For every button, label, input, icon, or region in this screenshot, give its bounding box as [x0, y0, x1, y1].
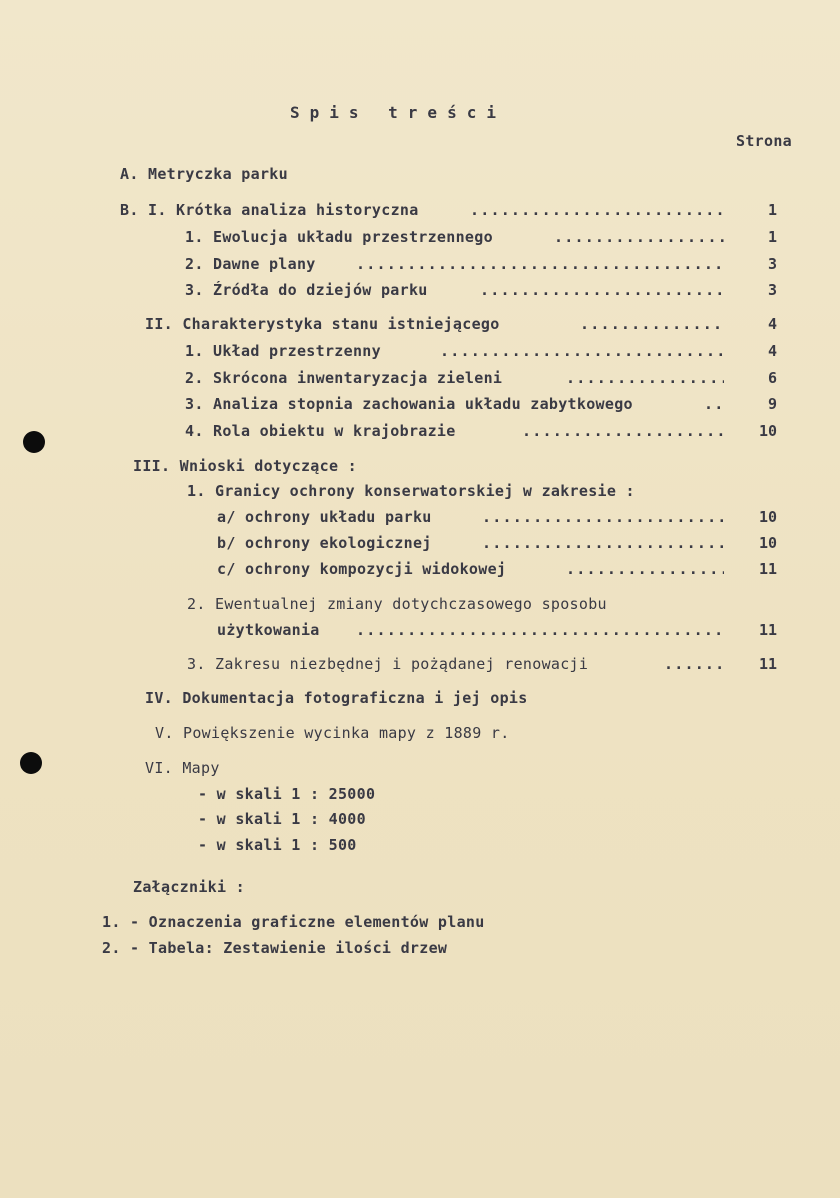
- toc-page-number: 11: [758, 655, 777, 673]
- punch-hole: [23, 431, 45, 453]
- toc-entry: 2. Ewentualnej zmiany dotychczasowego sposobu: [187, 595, 607, 613]
- toc-entry: 3. Analiza stopnia zachowania układu zabytkowego: [185, 395, 633, 413]
- leader-dots: [566, 560, 724, 578]
- toc-page-number: 4: [767, 315, 777, 333]
- toc-page-number: 10: [758, 422, 777, 440]
- toc-entry: 2. Skrócona inwentaryzacja zieleni: [185, 369, 503, 387]
- toc-page-number: 1: [767, 228, 777, 246]
- toc-entry: B. I. Krótka analiza historyczna: [120, 201, 419, 219]
- toc-entry: - w skali 1 : 4000: [198, 810, 366, 828]
- toc-page-number: 11: [758, 621, 777, 639]
- toc-page-number: 9: [767, 395, 777, 413]
- toc-entry: 4. Rola obiektu w krajobrazie: [185, 422, 456, 440]
- leader-dots: [704, 395, 724, 413]
- page-title: Spis treści: [290, 103, 506, 122]
- toc-page-number: 11: [758, 560, 777, 578]
- toc-page-number: 10: [758, 534, 777, 552]
- attachment-item: 2. - Tabela: Zestawienie ilości drzew: [102, 939, 448, 957]
- toc-entry: III. Wnioski dotyczące :: [133, 457, 357, 475]
- toc-entry: A. Metryczka parku: [120, 165, 288, 183]
- toc-page-number: 4: [767, 342, 777, 360]
- toc-page-number: 3: [767, 255, 777, 273]
- toc-entry: IV. Dokumentacja fotograficzna i jej opis: [145, 689, 528, 707]
- leader-dots: [440, 342, 724, 360]
- leader-dots: [580, 315, 724, 333]
- leader-dots: [522, 422, 724, 440]
- attachments-heading: Załączniki :: [133, 878, 245, 896]
- toc-page-number: 6: [767, 369, 777, 387]
- toc-entry: 3. Źródła do dziejów parku: [185, 281, 428, 299]
- toc-entry: użytkowania: [217, 621, 320, 639]
- leader-dots: [554, 228, 724, 246]
- toc-entry: c/ ochrony kompozycji widokowej: [217, 560, 507, 578]
- toc-entry: a/ ochrony układu parku: [217, 508, 432, 526]
- toc-page-number: 3: [767, 281, 777, 299]
- toc-entry: 1. Granicy ochrony konserwatorskiej w zakresie :: [187, 482, 635, 500]
- toc-entry: II. Charakterystyka stanu istniejącego: [145, 315, 500, 333]
- attachment-item: 1. - Oznaczenia graficzne elementów planu: [102, 913, 485, 931]
- toc-entry: 2. Dawne plany: [185, 255, 316, 273]
- leader-dots: [482, 534, 724, 552]
- toc-entry: V. Powiększenie wycinka mapy z 1889 r.: [155, 724, 510, 742]
- leader-dots: [356, 621, 724, 639]
- toc-entry: b/ ochrony ekologicznej: [217, 534, 432, 552]
- toc-entry: 3. Zakresu niezbędnej i pożądanej renowacji: [187, 655, 589, 673]
- toc-entry: VI. Mapy: [145, 759, 220, 777]
- leader-dots: [566, 369, 724, 387]
- leader-dots: [664, 655, 724, 673]
- page-column-label: Strona: [736, 132, 792, 150]
- punch-hole: [20, 752, 42, 774]
- leader-dots: [356, 255, 724, 273]
- toc-page-number: 1: [767, 201, 777, 219]
- leader-dots: [482, 508, 724, 526]
- toc-entry: 1. Ewolucja układu przestrzennego: [185, 228, 493, 246]
- toc-entry: - w skali 1 : 500: [198, 836, 357, 854]
- toc-entry: 1. Układ przestrzenny: [185, 342, 381, 360]
- toc-page-number: 10: [758, 508, 777, 526]
- leader-dots: [480, 281, 724, 299]
- toc-entry: - w skali 1 : 25000: [198, 785, 376, 803]
- leader-dots: [470, 201, 724, 219]
